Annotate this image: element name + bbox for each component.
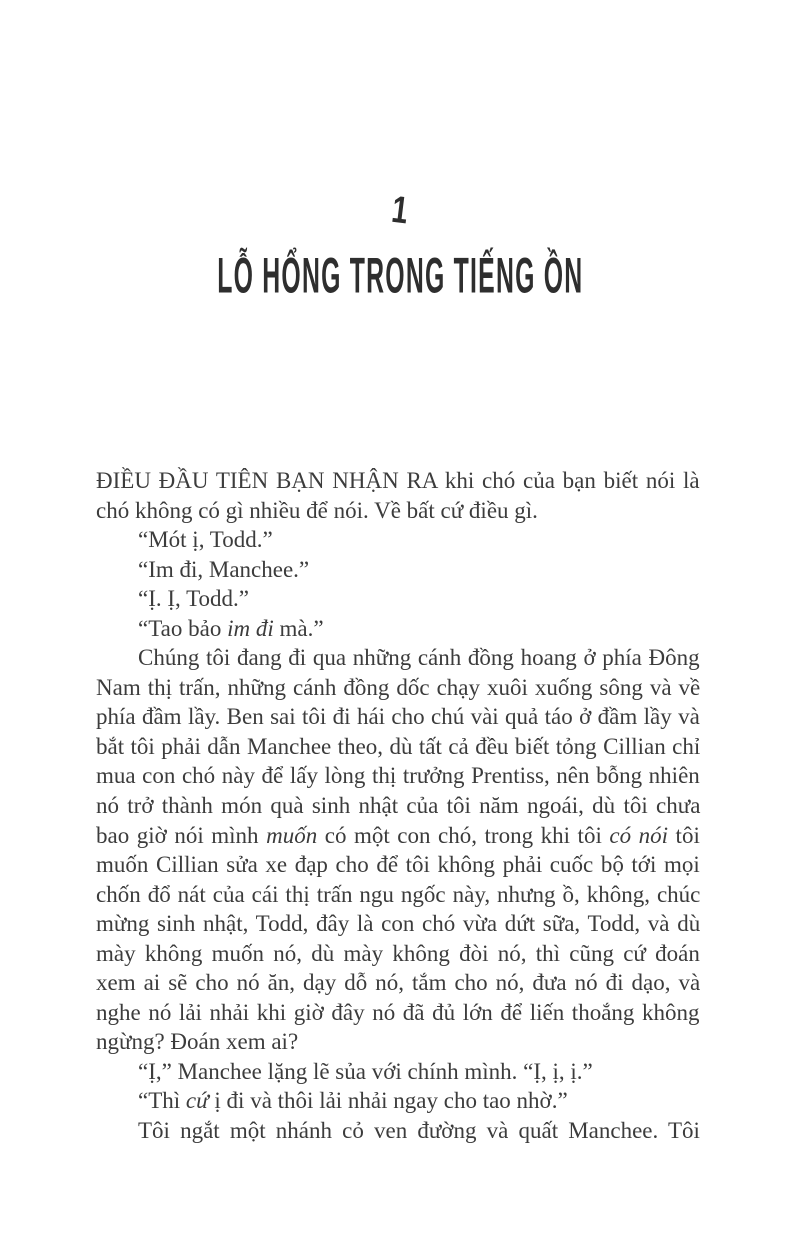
plain-text: “Tao bảo	[138, 615, 228, 641]
plain-text: ngừng? Đoán xem ai?	[96, 1029, 299, 1055]
text-line	[96, 525, 700, 555]
text-line-content	[96, 732, 700, 762]
text-line	[96, 1116, 700, 1146]
text-line	[96, 732, 700, 762]
chapter-number-text: 1	[389, 187, 412, 232]
text-line	[96, 850, 700, 880]
plain-text: “Mót ị, Todd.”	[138, 527, 273, 553]
plain-text: “Im đi, Manchee.”	[138, 556, 310, 582]
text-line-content	[138, 643, 700, 673]
text-line	[96, 939, 700, 969]
text-line	[96, 555, 700, 585]
plain-text: mừng sinh nhật, Todd, đây là con chó vừa dứt sữa, Todd, và dù	[96, 911, 701, 937]
plain-text: mua con chó này để lấy lòng thị trưởng Prentiss, nên bỗng nhiên	[96, 763, 700, 789]
text-line-content	[138, 1116, 700, 1146]
text-line	[96, 584, 700, 614]
text-line-content	[96, 791, 700, 821]
text-line	[96, 673, 700, 703]
text-line	[96, 1086, 700, 1116]
text-line-content	[96, 821, 700, 851]
emphasized-text: im đi	[227, 615, 274, 641]
text-line	[96, 1057, 700, 1087]
chapter-title	[0, 248, 801, 304]
plain-text: xem ai sẽ cho nó ăn, dạy dỗ nó, tắm cho nó, đưa nó đi dạo, và	[96, 970, 701, 996]
plain-text: ị đi và thôi lải nhải ngay cho tao nhờ.”	[208, 1088, 568, 1114]
plain-text: muốn Cillian sửa xe đạp cho để tôi không phải cuốc bộ tới mọi	[96, 852, 700, 878]
plain-text: ĐIỀU ĐẦU TIÊN BẠN NHẬN RA khi chó của bạn biết nói là	[96, 468, 700, 493]
emphasized-text: muốn	[266, 822, 318, 848]
text-line-content	[138, 1057, 593, 1087]
plain-text: mà.”	[273, 615, 324, 641]
text-line-content	[138, 555, 309, 585]
plain-text: phía đầm lầy. Ben sai tôi đi hái cho chú vài quả táo ở đầm lầy và	[96, 704, 700, 730]
text-line	[96, 466, 700, 496]
text-line	[96, 880, 700, 910]
text-line-content	[138, 525, 273, 555]
plain-text: tôi	[668, 822, 700, 848]
text-line	[96, 643, 700, 673]
plain-text: mày không muốn nó, dù mày không đòi nó, thì cũng cứ đoán	[96, 940, 700, 966]
text-line	[96, 998, 700, 1028]
text-line	[96, 702, 700, 732]
text-line	[96, 968, 700, 998]
plain-text: có một con chó, trong khi tôi	[317, 822, 610, 848]
text-line	[96, 761, 700, 791]
plain-text: chó không có gì nhiều để nói. Về bất cứ điều gì.	[96, 497, 538, 523]
plain-text: nghe nó lải nhải khi giờ đây nó đã đủ lớn để liến thoắng không	[96, 999, 700, 1025]
text-line-content	[96, 466, 700, 496]
text-line	[96, 909, 700, 939]
text-line	[96, 791, 700, 821]
emphasized-text: cứ	[185, 1088, 209, 1114]
text-line	[96, 821, 700, 851]
text-line-content	[96, 761, 700, 791]
plain-text: Chúng tôi đang đi qua những cánh đồng hoang ở phía Đông	[138, 645, 700, 671]
text-line-content	[96, 909, 700, 939]
chapter-title-text: LỖ HỔNG TRONG TIẾNG ỒN	[217, 248, 584, 304]
chapter-number	[0, 187, 801, 232]
text-line-content	[96, 968, 700, 998]
text-line	[96, 496, 700, 526]
plain-text: bao giờ nói mình	[96, 822, 267, 848]
text-line	[96, 614, 700, 644]
text-line-content	[96, 880, 700, 910]
text-line-content	[138, 614, 324, 644]
text-line-content	[96, 673, 700, 703]
plain-text: “Ị. Ị, Todd.”	[138, 586, 250, 612]
text-line-content	[138, 1086, 568, 1116]
plain-text: “Ị,” Manchee lặng lẽ sủa với chính mình. “Ị, ị, ị.”	[138, 1058, 593, 1084]
text-line-content	[96, 850, 700, 880]
plain-text: bắt tôi phải dẫn Manchee theo, dù tất cả đều biết tỏng Cillian chỉ	[96, 733, 701, 759]
text-line	[96, 1027, 700, 1057]
emphasized-text: có nói	[609, 822, 669, 848]
plain-text: “Thì	[138, 1088, 186, 1114]
text-line-content	[96, 998, 700, 1028]
text-line-content	[96, 939, 700, 969]
text-line-content	[96, 496, 538, 526]
body-text	[96, 466, 700, 1146]
plain-text: nó trở thành món quà sinh nhật của tôi năm ngoái, dù tôi chưa	[96, 793, 701, 819]
plain-text: Nam thị trấn, những cánh đồng dốc chạy xuôi xuống sông và về	[96, 674, 701, 700]
text-line-content	[96, 702, 700, 732]
plain-text: Tôi ngắt một nhánh cỏ ven đường và quất Manchee. Tôi	[138, 1118, 700, 1144]
text-line-content	[138, 584, 249, 614]
text-line-content	[96, 1027, 298, 1057]
plain-text: chốn đổ nát của cái thị trấn ngu ngốc này, nhưng ồ, không, chúc	[96, 881, 701, 907]
